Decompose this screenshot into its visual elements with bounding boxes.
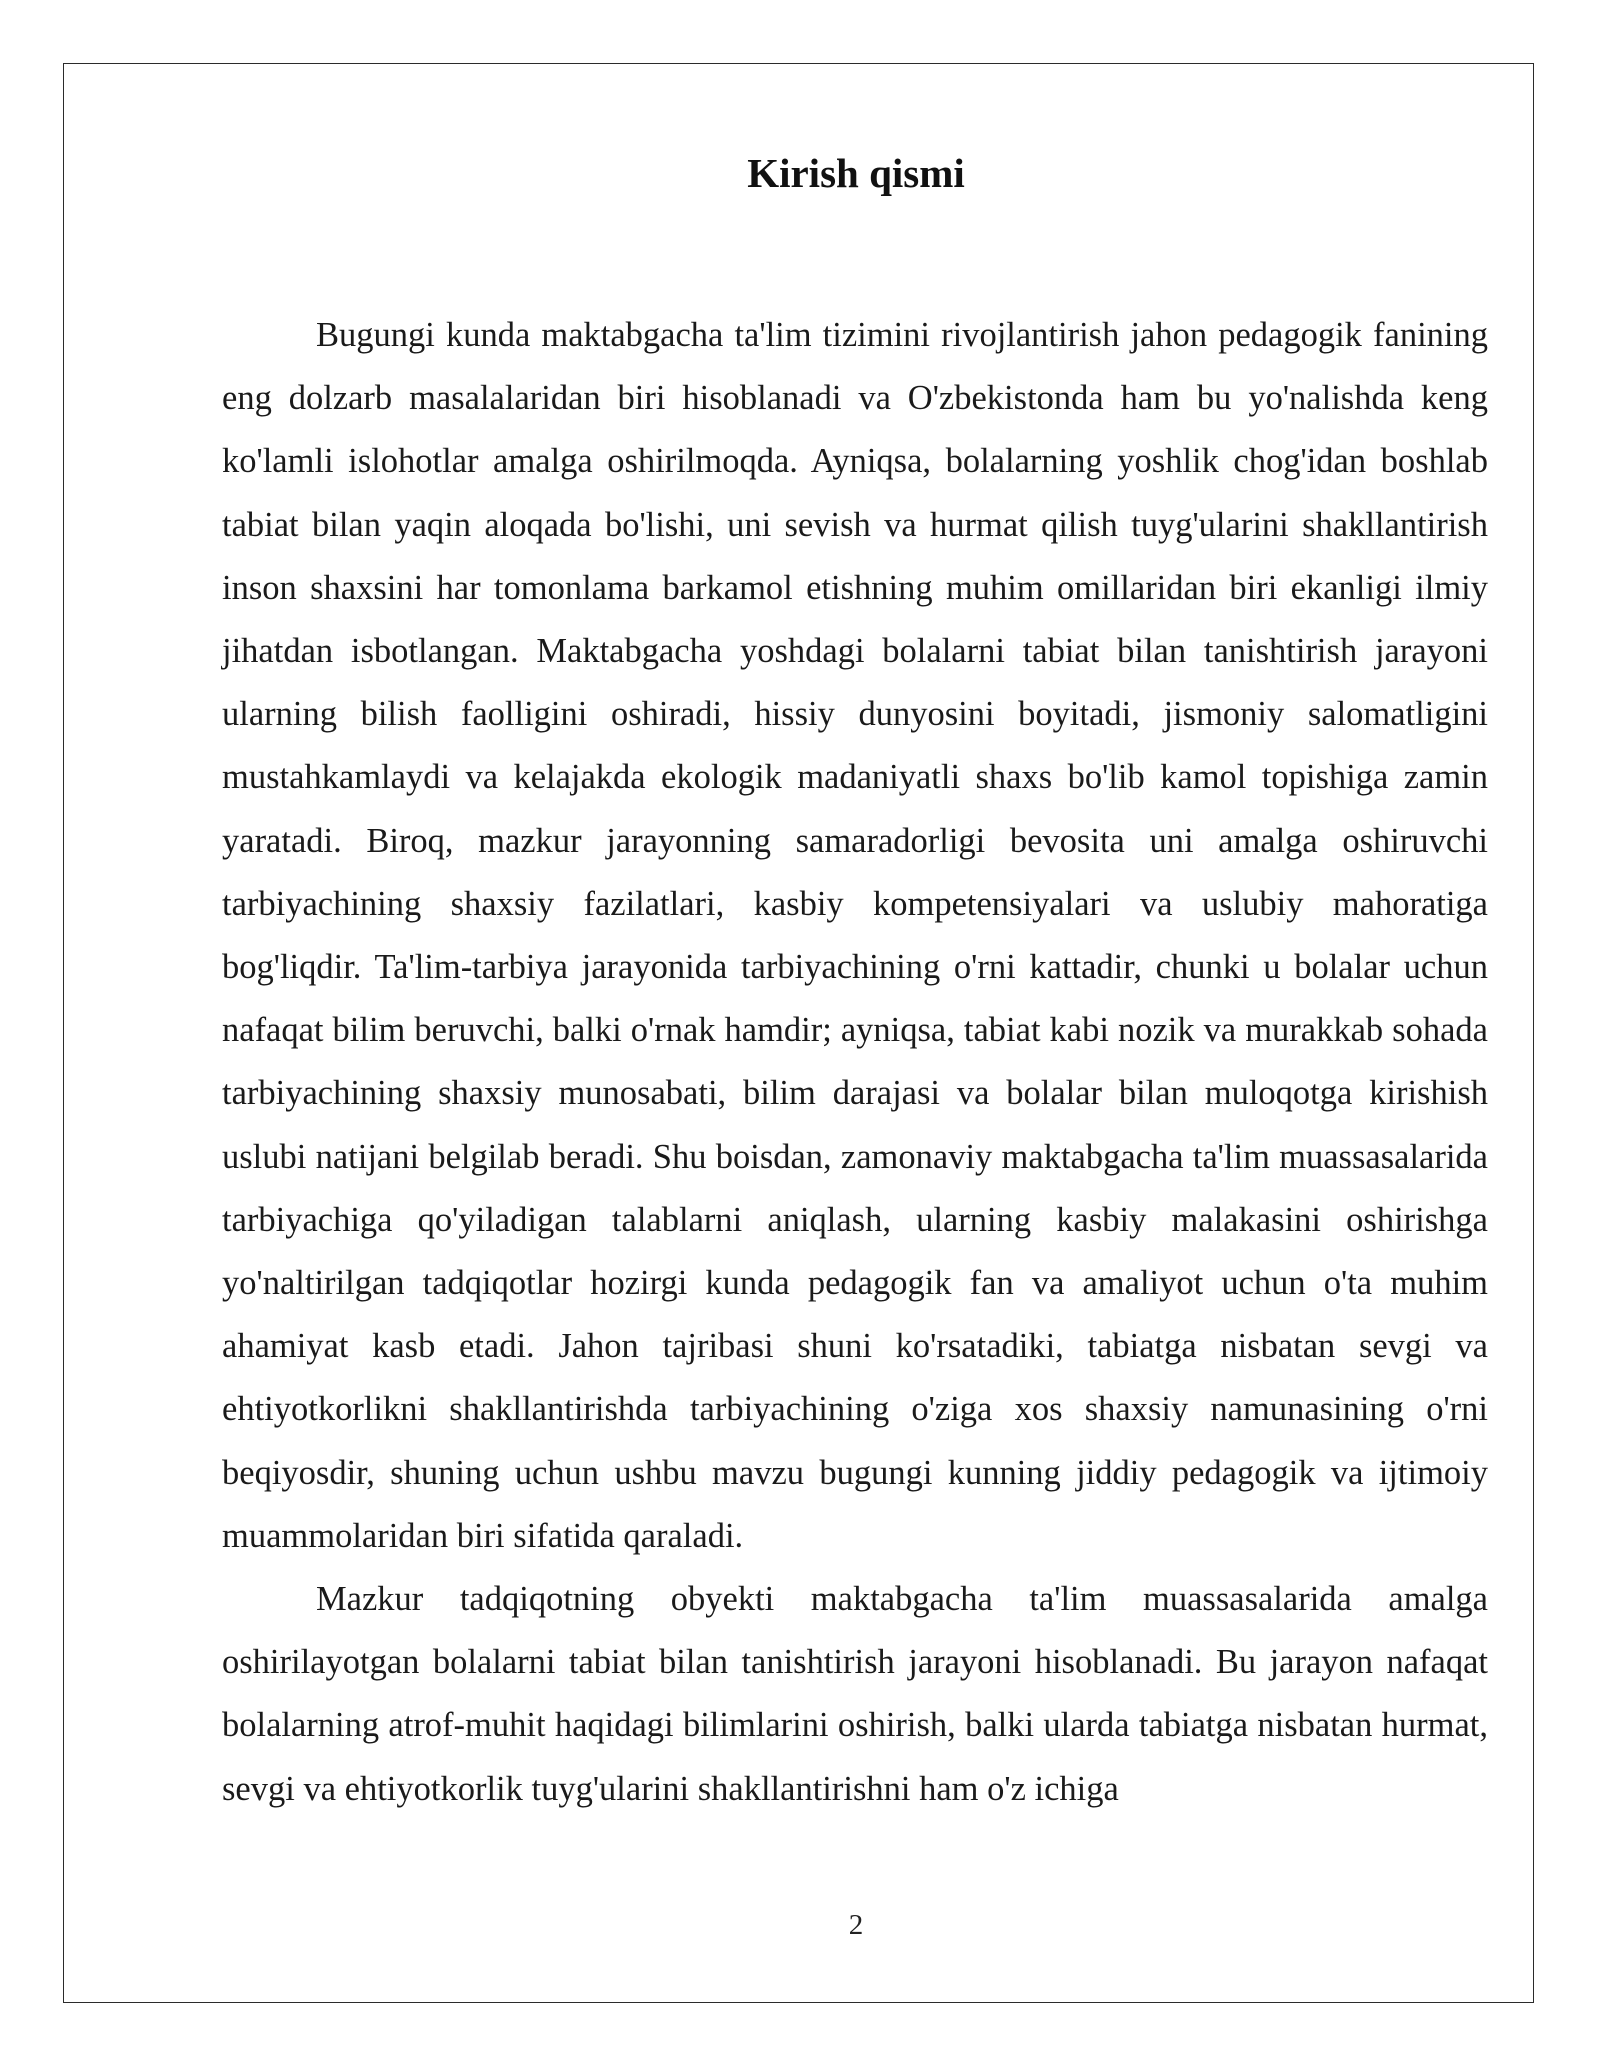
page-title: Kirish qismi bbox=[747, 150, 965, 196]
page-number: 2 bbox=[848, 1909, 864, 1941]
document-body bbox=[222, 304, 1488, 1821]
paragraph-2: Mazkur tadqiqotning obyekti maktabgacha ta'lim muassasalarida amalga oshirilayotgan bolalarni tabiat bilan tanishtirish jarayoni hisoblanadi. Bu jarayon nafaqat bolalarning atrof-muhit haqidagi bilimlarini oshirish, balki ularda tabiatga nisbatan hurmat, sevgi va ehtiyotkorlik tuyg'ularini shakllantirishni ham o'z ichiga bbox=[222, 1580, 1488, 1808]
paragraph-1: Bugungi kunda maktabgacha ta'lim tizimini rivojlantirish jahon pedagogik fanining eng dolzarb masalalaridan biri hisoblanadi va O'zbekistonda ham bu yo'nalishda keng ko'lamli islohotlar amalga oshirilmoqda. Ayniqsa, bolalarning yoshlik chog'idan boshlab tabiat bilan yaqin aloqada bo'lishi, uni sevish va hurmat qilish tuyg'ularini shakllantirish inson shaxsini har tomonlama barkamol etishning muhim omillaridan biri ekanligi ilmiy jihatdan isbotlangan. Maktabgacha yoshdagi bolalarni tabiat bilan tanishtirish jarayoni ularning bilish faolligini oshiradi, hissiy dunyosini boyitadi, jismoniy salomatligini mustahkamlaydi va kelajakda ekologik madaniyatli shaxs bo'lib kamol topishiga zamin yaratadi. Biroq, mazkur jarayonning samaradorligi bevosita uni amalga oshiruvchi tarbiyachining shaxsiy fazilatlari, kasbiy kompetensiyalari va uslubiy mahoratiga bog'liqdir. Ta'lim-tarbiya jarayonida tarbiyachining o'rni kattadir, chunki u bolalar uchun nafaqat bilim beruvchi, balki o'rnak hamdir; ayniqsa, tabiat kabi nozik va murakkab sohada tarbiyachining shaxsiy munosabati, bilim darajasi va bolalar bilan muloqotga kirishish uslubi natijani belgilab beradi. Shu boisdan, zamonaviy maktabgacha ta'lim muassasalarida tarbiyachiga qo'yiladigan talablarni aniqlash, ularning kasbiy malakasini oshirishga yo'naltirilgan tadqiqotlar hozirgi kunda pedagogik fan va amaliyot uchun o'ta muhim ahamiyat kasb etadi. Jahon tajribasi shuni ko'rsatadiki, tabiatga nisbatan sevgi va ehtiyotkorlikni shakllantirishda tarbiyachining o'ziga xos shaxsiy namunasining o'rni beqiyosdir, shuning uchun ushbu mavzu bugungi kunning jiddiy pedagogik va ijtimoiy muammolaridan biri sifatida qaraladi. bbox=[222, 316, 1488, 1555]
